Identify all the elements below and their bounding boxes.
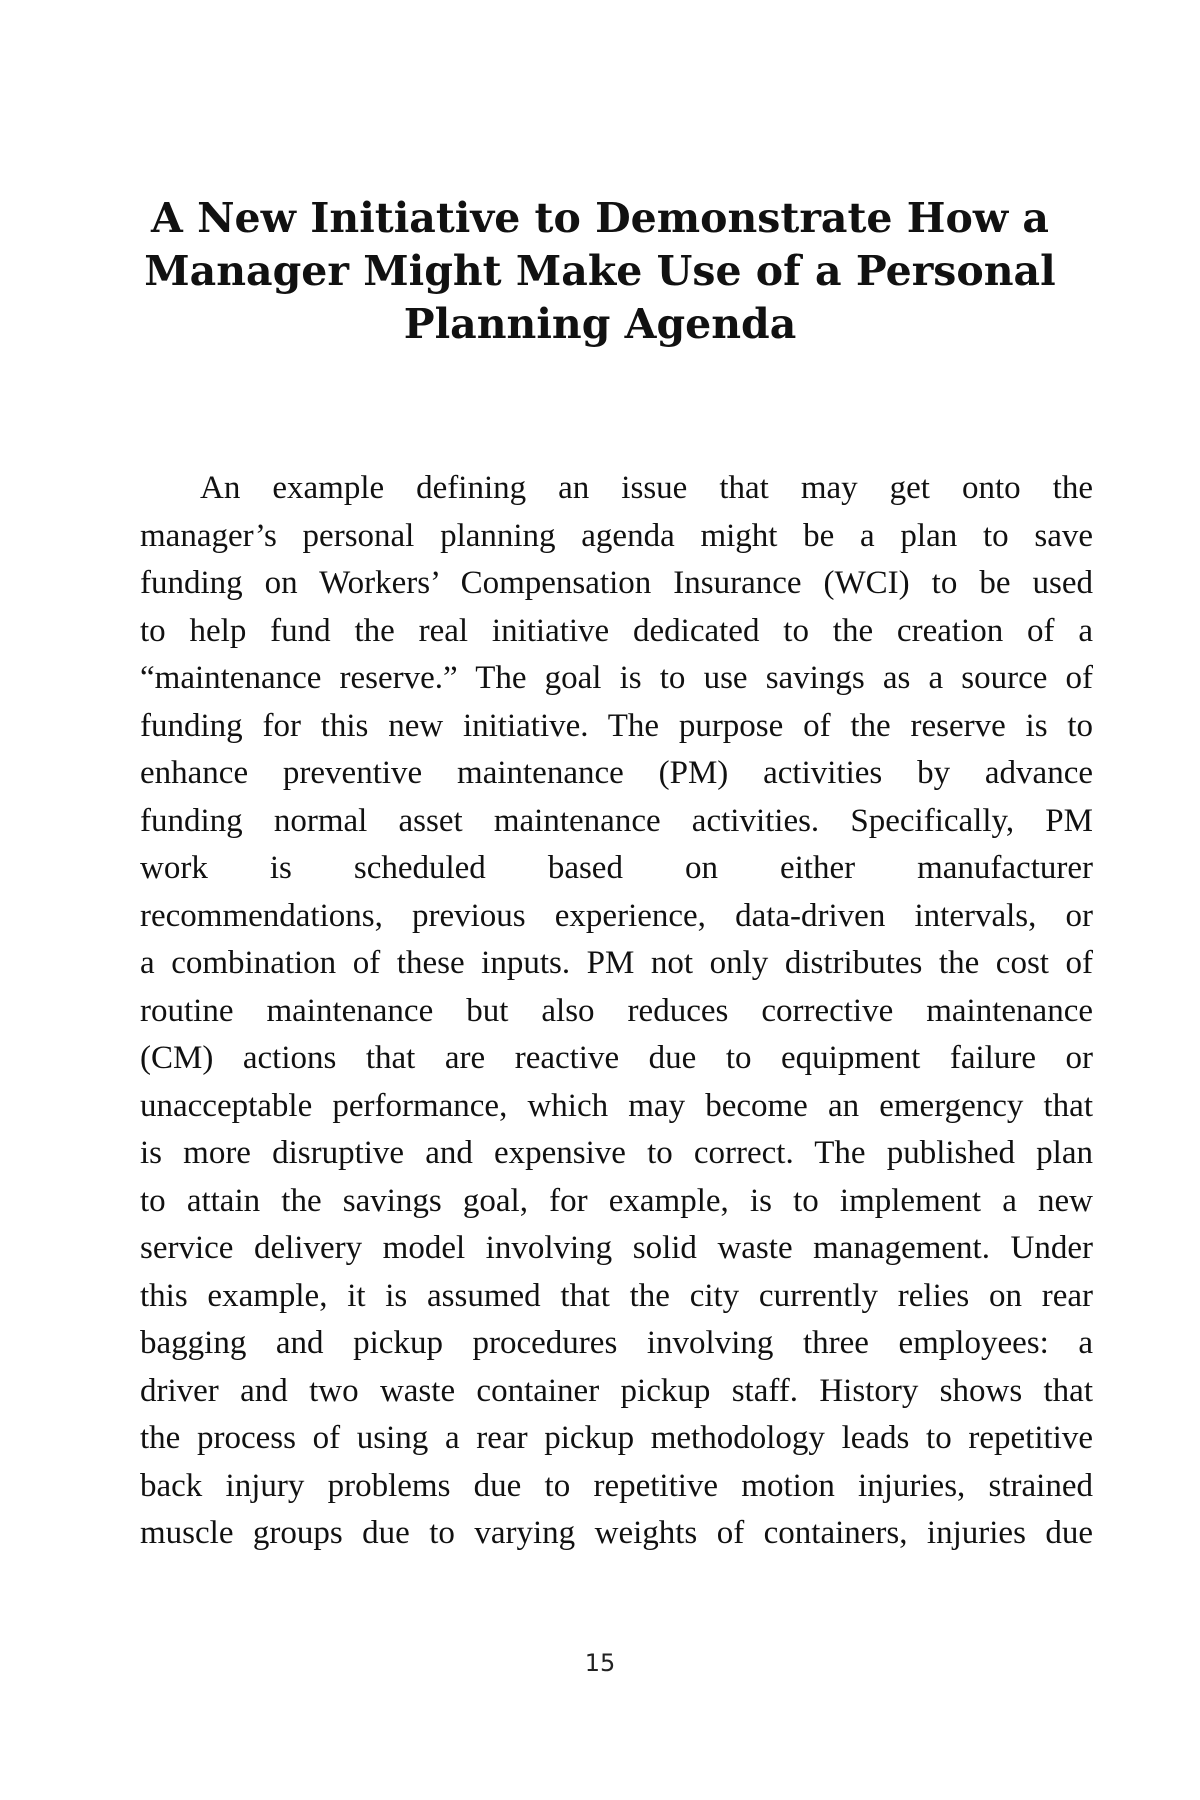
paragraph-line: routine maintenance but also reduces corrective maintenance xyxy=(140,992,1093,1029)
chapter-title-line: A New Initiative to Demonstrate How a xyxy=(151,194,1049,242)
paragraph-line: muscle groups due to varying weights of containers, injuries due xyxy=(140,1515,1093,1551)
paragraph-line: service delivery model involving solid waste management. Under xyxy=(140,1230,1093,1266)
paragraph-line: enhance preventive maintenance (PM) activities by advance xyxy=(140,755,1093,791)
paragraph-line: manager’s personal planning agenda might be a plan to save xyxy=(140,517,1093,554)
paragraph-line: is more disruptive and expensive to correct. The published plan xyxy=(140,1135,1093,1171)
paragraph-line: “maintenance reserve.” The goal is to use savings as a source of xyxy=(140,660,1093,696)
paragraph-line: funding for this new initiative. The purpose of the reserve is to xyxy=(140,707,1093,744)
paragraph-line: back injury problems due to repetitive motion injuries, strained xyxy=(140,1467,1093,1504)
paragraph-line: driver and two waste container pickup staff. History shows that xyxy=(140,1372,1093,1409)
chapter-title-line: Planning Agenda xyxy=(403,300,797,348)
paragraph-line: the process of using a rear pickup methodology leads to repetitive xyxy=(140,1420,1093,1456)
paragraph-line: to attain the savings goal, for example, is to implement a new xyxy=(140,1182,1093,1219)
chapter-title xyxy=(140,192,1060,351)
paragraph-line: this example, it is assumed that the city currently relies on rear xyxy=(140,1277,1093,1314)
paragraph-line: bagging and pickup procedures involving three employees: a xyxy=(140,1325,1093,1361)
page-number: 15 xyxy=(584,1649,616,1677)
paragraph-line: to help fund the real initiative dedicated to the creation of a xyxy=(140,612,1093,649)
paragraph-line: (CM) actions that are reactive due to equipment failure or xyxy=(140,1040,1093,1076)
paragraph-line: work is scheduled based on either manufacturer xyxy=(140,850,1093,886)
body-paragraph xyxy=(140,465,1093,1558)
paragraph-line: unacceptable performance, which may become an emergency that xyxy=(140,1087,1093,1124)
paragraph-line: a combination of these inputs. PM not only distributes the cost of xyxy=(140,945,1093,981)
chapter-title-line: Manager Might Make Use of a Personal xyxy=(144,247,1056,295)
paragraph-line: recommendations, previous experience, data-driven intervals, or xyxy=(140,897,1093,934)
paragraph-line: funding normal asset maintenance activities. Specifically, PM xyxy=(140,802,1093,839)
paragraph-line: funding on Workers’ Compensation Insurance (WCI) to be used xyxy=(140,565,1093,601)
paragraph-line: An example defining an issue that may get onto the xyxy=(200,470,1093,506)
